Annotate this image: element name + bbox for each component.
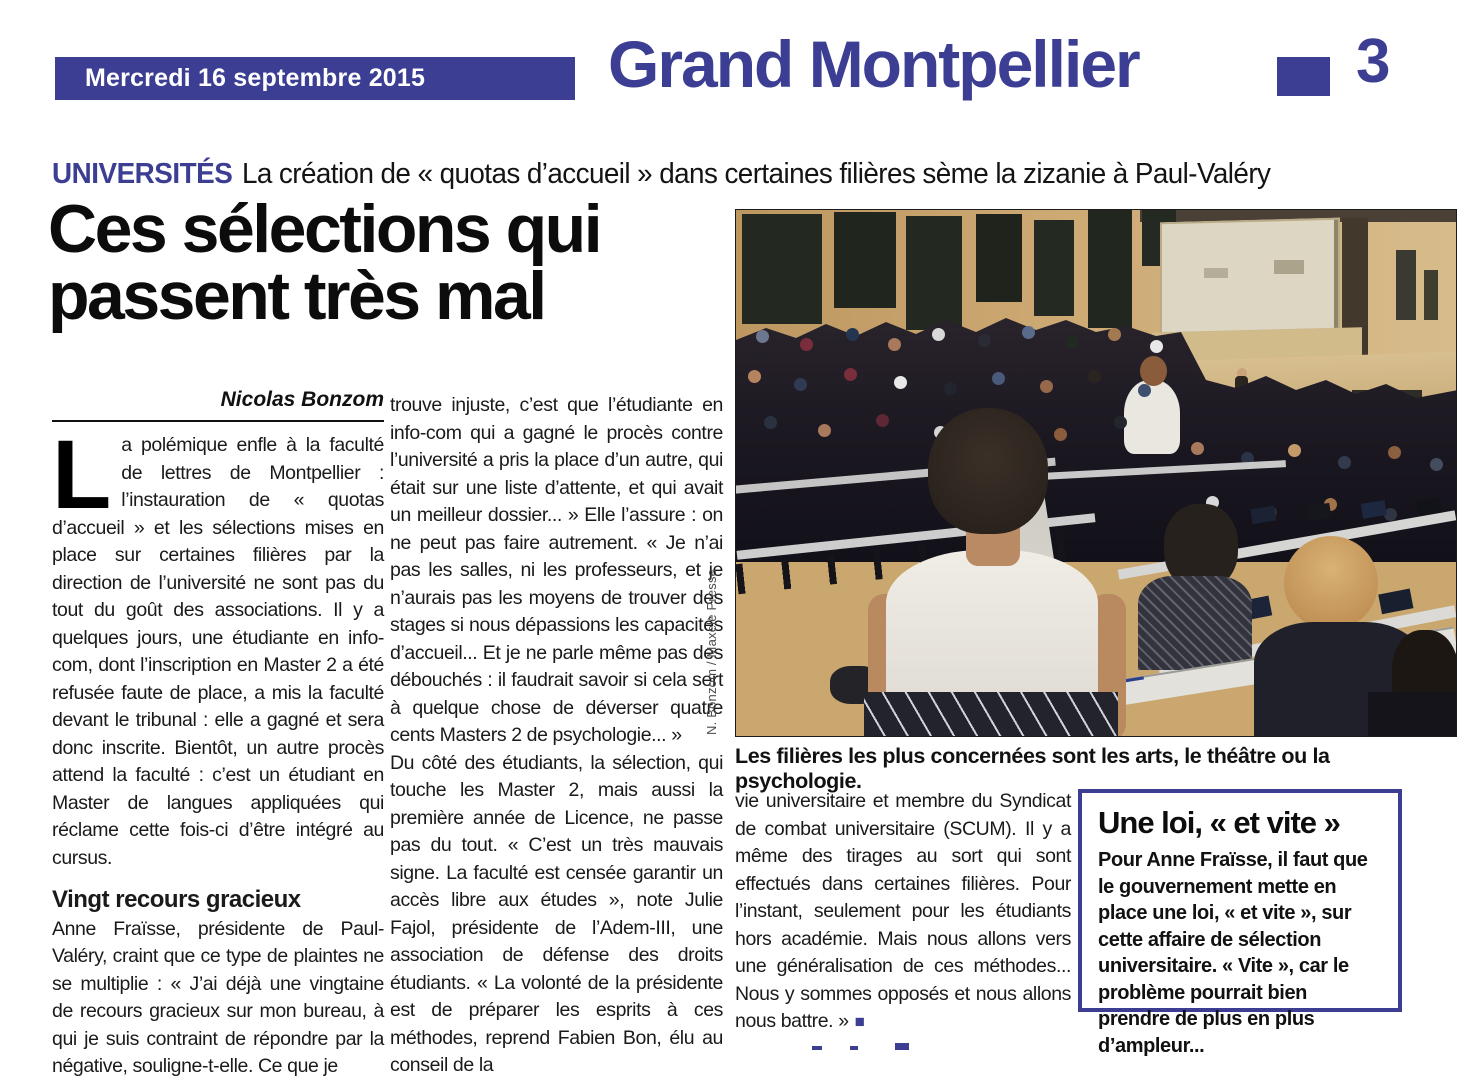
byline (52, 388, 384, 422)
page-edge-fragment (850, 1046, 858, 1050)
photo-window (1034, 220, 1074, 316)
article-column-1 (52, 420, 384, 1081)
photo-student-head (1140, 356, 1167, 386)
paragraph (735, 788, 1071, 1036)
paragraph-text: a polémique enfle à la faculté de lettres de Montpellier : l’instauration de « quotas d’accueil » et les sélections mises en place sur certaines filières par la direction de l’université ne sont pas du tout du goût des associations. Il y a quelques jours, une étudiante en info-com, dont l’inscription en Master 2 a été refusée faute de place, a mis la faculté devant le tribunal : elle a gagné et sera donc inscrite. Bientôt, un autre procès attend la faculté : c’est un étudiant en Master de langues appliquées qui réclame cette fois-ci d’être intégré au cursus. (52, 434, 384, 869)
photo-window (742, 214, 822, 324)
paragraph-text: vie universitaire et membre du Syndicat de combat universitaire (SCUM). Il y a même des tirages au sort qui sont effectués dans certaines filières. Pour l’instant, seulement pour les étudiants hors académie. Mais nous allons vers une généralisation de ces méthodes... Nous y sommes opposés et nous allons nous battre. » (735, 790, 1071, 1032)
photo-student-patterned-top (1138, 576, 1252, 670)
byline-author: Nicolas Bonzom (220, 388, 384, 411)
page-edge-fragment (895, 1043, 909, 1050)
photo-window (834, 212, 896, 308)
sidebar-box (1078, 789, 1402, 1057)
paragraph-text: Du côté des étudiants, la sélection, qui touche les Master 2, mais aussi la première année de Licence, ne passe pas du tout. « C’est un très mauvais signe. La faculté est censée garantir un accès libre aux études », note Julie Fajol, présidente de l’Adem-III, une association de défense des droits étudiants. « La volonté de la présidente est de préparer les esprits à ces méthodes, reprend Fabien Bon, élu au conseil de la (390, 751, 723, 1076)
sidebar-box-title: Une loi, « et vite » (1098, 805, 1340, 840)
kicker-text: La création de « quotas d’accueil » dans certaines filières sème la zizanie à Paul-Valéry (241, 158, 1271, 190)
photo-screen-slide-mark (1204, 268, 1228, 278)
photo-foreground-head (928, 408, 1048, 534)
paragraph (52, 916, 384, 1081)
headline (48, 191, 748, 335)
crosshead: Vingt recours gracieux (52, 886, 301, 913)
kicker (52, 158, 1396, 191)
photo-projection-screen (1160, 218, 1340, 335)
photo-crowd-heads (736, 210, 749, 223)
headline-line-2: passent très mal (48, 258, 545, 335)
date-banner (55, 57, 575, 100)
sidebar-box-text: Pour Anne Fraïsse, il faut que le gouvernement mette en place une loi, « et vite », sur cette affaire de sélection universitaire. « Vite », car le problème pourrait bien prendre de plus en plus d’ampleur... (1098, 849, 1368, 1057)
article-column-2 (390, 392, 723, 1080)
paragraph (52, 420, 384, 872)
paragraph (390, 750, 723, 1080)
photo-credit: N. Bonzom / Maxele Presse (704, 568, 719, 735)
photo-window (1396, 250, 1416, 320)
article-column-3 (735, 788, 1071, 1036)
photo-student-white-shirt (1124, 380, 1180, 454)
paragraph (390, 392, 723, 750)
photo-student-blonde-hair (1284, 536, 1378, 630)
photo-window (1088, 210, 1132, 328)
photo-screen-slide-mark (1274, 260, 1304, 274)
paragraph-text: trouve injuste, c’est que l’étudiante en info-com qui a gagné le procès contre l’université a pris la place d’un autre, qui était sur une liste d’attente, et qui avait un meilleur dossier... » Elle l’assure : on ne peut pas faire autrement. « Je n’ai pas les salles, ni les professeurs, et je n’aurais pas les moyens de trouver des stages si nous dépassions les capacités d’accueil... Et je ne parle même pas des débouchés : il faudrait savoir si cela sert à quelque chose de déverser quatre cents Masters 2 de psychologie... » (390, 394, 723, 746)
kicker-section-label: UNIVERSITÉS (52, 158, 233, 190)
photo-student-shoulder (1368, 692, 1457, 737)
photo-window (1424, 270, 1438, 320)
page-edge-fragment (812, 1046, 822, 1050)
photo-caption: Les filières les plus concernées sont les arts, le théâtre ou la psychologie. (735, 744, 1330, 793)
headline-line-1: Ces sélections qui (48, 191, 601, 267)
date-text: Mercredi 16 septembre 2015 (85, 64, 426, 92)
paragraph-text: Anne Fraïsse, présidente de Paul-Valéry, craint que ce type de plaintes ne se multiplie : « J’ai déjà une vingtaine de recours gracieux sur mon bureau, à qui je suis contraint de répondre par la négative, souligne-t-elle. Ce que je (52, 917, 384, 1077)
page-number-square-icon (1277, 57, 1330, 96)
page-number: 3 (1356, 27, 1391, 96)
photo-window (976, 214, 1022, 302)
photo-window (906, 216, 962, 330)
drop-cap: L (52, 420, 112, 529)
article-end-mark: ■ (854, 1012, 865, 1031)
photo-foreground-jacket (864, 692, 1118, 737)
article-photo (735, 209, 1457, 737)
section-title: Grand Montpellier (608, 27, 1139, 101)
